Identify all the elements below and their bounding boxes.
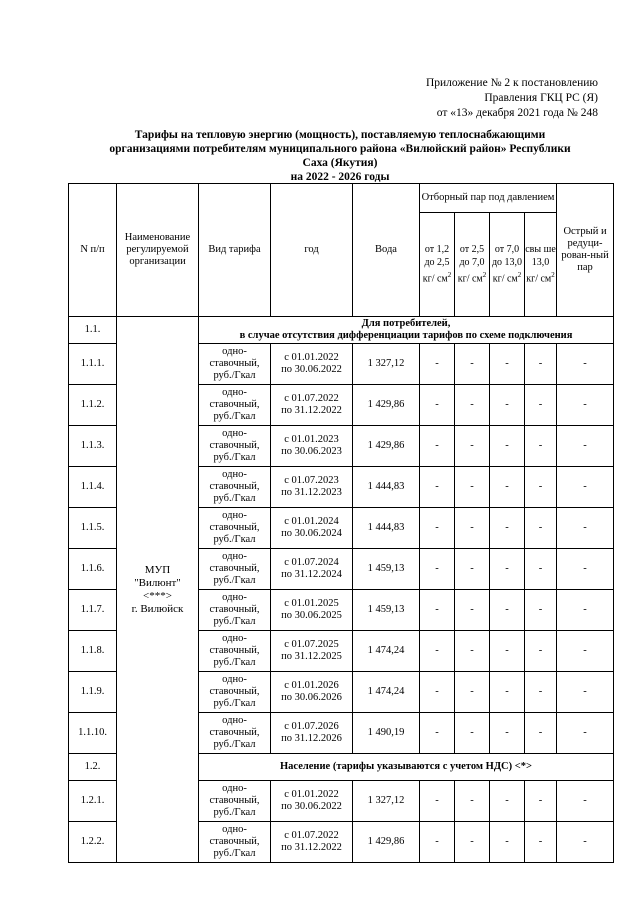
steam-tariff: -: [525, 344, 557, 385]
steam-tariff: -: [420, 631, 455, 672]
water-tariff: 1 327,12: [353, 344, 420, 385]
water-tariff: 1 444,83: [353, 508, 420, 549]
water-tariff: 1 429,86: [353, 385, 420, 426]
period: [271, 781, 353, 822]
period-to: по 31.12.2022: [281, 405, 342, 416]
steam-tariff: -: [420, 781, 455, 822]
header-steam-1-text: от 1,2 до 2,5 кг/ см: [422, 244, 450, 285]
sharp-steam-tariff: -: [557, 713, 614, 754]
section-title: [199, 754, 614, 781]
steam-tariff: -: [420, 508, 455, 549]
steam-tariff: -: [525, 781, 557, 822]
tariff-table: [68, 183, 614, 863]
water-tariff: 1 490,19: [353, 713, 420, 754]
period-to: по 31.12.2023: [281, 487, 342, 498]
header-steam-1: [420, 213, 455, 317]
period-from: с 01.01.2022: [284, 789, 339, 800]
steam-tariff: -: [490, 549, 525, 590]
appendix-line: Правления ГКЦ РС (Я): [484, 92, 598, 104]
steam-tariff: -: [420, 590, 455, 631]
steam-tariff: -: [490, 508, 525, 549]
steam-tariff: -: [490, 467, 525, 508]
period-to: по 31.12.2022: [281, 842, 342, 853]
sharp-steam-tariff: -: [557, 590, 614, 631]
header-steam-3: [490, 213, 525, 317]
header-steam-2: [455, 213, 490, 317]
tariff-type: одно-ставочный, руб./Гкал: [199, 822, 271, 863]
steam-tariff: -: [490, 822, 525, 863]
water-tariff: 1 327,12: [353, 781, 420, 822]
water-tariff: 1 459,13: [353, 549, 420, 590]
steam-tariff: -: [455, 426, 490, 467]
period: [271, 426, 353, 467]
period: [271, 385, 353, 426]
steam-tariff: -: [455, 385, 490, 426]
steam-tariff: -: [525, 385, 557, 426]
row-number: 1.1.9.: [69, 672, 117, 713]
steam-tariff: -: [490, 631, 525, 672]
period: [271, 672, 353, 713]
section-title-line: в случае отсутствия дифференциации тарифов по схеме подключения: [239, 330, 573, 341]
header-steam-2-text: от 2,5 до 7,0 кг/ см: [457, 244, 485, 285]
section-title-line: Население (тарифы указываются с учетом НДС) <*>: [280, 761, 532, 772]
tariff-type: одно-ставочный, руб./Гкал: [199, 590, 271, 631]
superscript: 2: [447, 271, 452, 280]
section-row: [69, 317, 614, 344]
sharp-steam-tariff: -: [557, 781, 614, 822]
sharp-steam-tariff: -: [557, 508, 614, 549]
steam-tariff: -: [455, 549, 490, 590]
row-number: 1.1.1.: [69, 344, 117, 385]
water-tariff: 1 429,86: [353, 426, 420, 467]
steam-tariff: -: [420, 822, 455, 863]
tariff-type: одно-ставочный, руб./Гкал: [199, 426, 271, 467]
period-from: с 01.07.2024: [284, 557, 339, 568]
title-line: организациями потребителям муниципального района «Вилюйский район» Республики: [109, 143, 571, 155]
steam-tariff: -: [490, 344, 525, 385]
title-line: Саха (Якутия): [302, 157, 378, 169]
period: [271, 713, 353, 754]
row-number: 1.1.3.: [69, 426, 117, 467]
steam-tariff: -: [420, 467, 455, 508]
organization-name-line: "Вилюнт": [134, 576, 181, 589]
tariff-type: одно-ставочный, руб./Гкал: [199, 549, 271, 590]
period: [271, 508, 353, 549]
header-organization: Наименование регулируемой организации: [117, 184, 199, 317]
period-to: по 30.06.2024: [281, 528, 342, 539]
header-n: N п/п: [69, 184, 117, 317]
row-number: 1.1.4.: [69, 467, 117, 508]
water-tariff: 1 444,83: [353, 467, 420, 508]
superscript: 2: [517, 271, 522, 280]
water-tariff: 1 459,13: [353, 590, 420, 631]
steam-tariff: -: [455, 713, 490, 754]
steam-tariff: -: [455, 822, 490, 863]
steam-tariff: -: [420, 385, 455, 426]
row-number: 1.1.7.: [69, 590, 117, 631]
document-title: [70, 128, 610, 184]
period: [271, 590, 353, 631]
period-to: по 30.06.2025: [281, 610, 342, 621]
period: [271, 822, 353, 863]
tariff-type: одно-ставочный, руб./Гкал: [199, 344, 271, 385]
row-number: 1.1.6.: [69, 549, 117, 590]
steam-tariff: -: [525, 467, 557, 508]
header-tariff-type: Вид тарифа: [199, 184, 271, 317]
steam-tariff: -: [490, 426, 525, 467]
organization-cell: [117, 317, 199, 863]
steam-tariff: -: [455, 467, 490, 508]
steam-tariff: -: [490, 713, 525, 754]
tariff-type: одно-ставочный, руб./Гкал: [199, 631, 271, 672]
tariff-type: одно-ставочный, руб./Гкал: [199, 713, 271, 754]
section-number: 1.1.: [69, 317, 117, 344]
section-title: [199, 317, 614, 344]
steam-tariff: -: [525, 549, 557, 590]
period-from: с 01.01.2024: [284, 516, 339, 527]
steam-tariff: -: [525, 713, 557, 754]
period: [271, 549, 353, 590]
header-steam-group: Отборный пар под давлением: [420, 184, 557, 213]
period-from: с 01.07.2026: [284, 721, 339, 732]
sharp-steam-tariff: -: [557, 426, 614, 467]
sharp-steam-tariff: -: [557, 822, 614, 863]
appendix-line: от «13» декабря 2021 года № 248: [436, 107, 598, 119]
steam-tariff: -: [420, 549, 455, 590]
steam-tariff: -: [455, 590, 490, 631]
tariff-type: одно-ставочный, руб./Гкал: [199, 467, 271, 508]
steam-tariff: -: [455, 344, 490, 385]
superscript: 2: [482, 271, 487, 280]
row-number: 1.1.5.: [69, 508, 117, 549]
steam-tariff: -: [455, 508, 490, 549]
appendix-line: Приложение № 2 к постановлению: [425, 77, 598, 89]
period: [271, 631, 353, 672]
period-from: с 01.07.2022: [284, 830, 339, 841]
row-number: 1.1.10.: [69, 713, 117, 754]
period-from: с 01.01.2025: [284, 598, 339, 609]
header-steam-3-text: от 7,0 до 13,0 кг/ см: [491, 244, 523, 285]
sharp-steam-tariff: -: [557, 549, 614, 590]
section-title-line: Для потребителей,: [361, 318, 451, 329]
section-number: 1.2.: [69, 754, 117, 781]
row-number: 1.2.2.: [69, 822, 117, 863]
period-to: по 31.12.2026: [281, 733, 342, 744]
header-sharp-steam: Острый и редуци-рован-ный пар: [557, 184, 614, 317]
tariff-type: одно-ставочный, руб./Гкал: [199, 781, 271, 822]
table-header-row: [69, 184, 614, 213]
period-to: по 30.06.2022: [281, 364, 342, 375]
period: [271, 344, 353, 385]
steam-tariff: -: [525, 590, 557, 631]
steam-tariff: -: [525, 672, 557, 713]
water-tariff: 1 474,24: [353, 631, 420, 672]
header-steam-4-text: свы ше 13,0 кг/ см: [525, 244, 556, 285]
sharp-steam-tariff: -: [557, 344, 614, 385]
period-to: по 30.06.2022: [281, 801, 342, 812]
period-from: с 01.01.2026: [284, 680, 339, 691]
period-to: по 30.06.2023: [281, 446, 342, 457]
appendix-note: [426, 76, 598, 121]
sharp-steam-tariff: -: [557, 385, 614, 426]
period-from: с 01.01.2022: [284, 352, 339, 363]
water-tariff: 1 474,24: [353, 672, 420, 713]
period-to: по 31.12.2024: [281, 569, 342, 580]
header-water: Вода: [353, 184, 420, 317]
steam-tariff: -: [490, 385, 525, 426]
tariff-type: одно-ставочный, руб./Гкал: [199, 508, 271, 549]
steam-tariff: -: [490, 672, 525, 713]
water-tariff: 1 429,86: [353, 822, 420, 863]
row-number: 1.1.2.: [69, 385, 117, 426]
steam-tariff: -: [525, 822, 557, 863]
steam-tariff: -: [490, 590, 525, 631]
header-year: год: [271, 184, 353, 317]
period-from: с 01.07.2023: [284, 475, 339, 486]
period-to: по 30.06.2026: [281, 692, 342, 703]
sharp-steam-tariff: -: [557, 467, 614, 508]
steam-tariff: -: [420, 426, 455, 467]
steam-tariff: -: [525, 426, 557, 467]
header-steam-4: [525, 213, 557, 317]
sharp-steam-tariff: -: [557, 672, 614, 713]
steam-tariff: -: [525, 508, 557, 549]
tariff-type: одно-ставочный, руб./Гкал: [199, 385, 271, 426]
superscript: 2: [551, 271, 555, 280]
period-to: по 31.12.2025: [281, 651, 342, 662]
organization-name-line: <***>: [143, 589, 172, 602]
steam-tariff: -: [455, 631, 490, 672]
steam-tariff: -: [420, 713, 455, 754]
sharp-steam-tariff: -: [557, 631, 614, 672]
organization-name-line: г. Вилюйск: [131, 602, 184, 615]
steam-tariff: -: [420, 672, 455, 713]
steam-tariff: -: [525, 631, 557, 672]
period: [271, 467, 353, 508]
steam-tariff: -: [490, 781, 525, 822]
row-number: 1.1.8.: [69, 631, 117, 672]
organization-name-line: МУП: [144, 563, 171, 576]
row-number: 1.2.1.: [69, 781, 117, 822]
title-line: на 2022 - 2026 годы: [290, 171, 390, 183]
steam-tariff: -: [420, 344, 455, 385]
period-from: с 01.07.2022: [284, 393, 339, 404]
steam-tariff: -: [455, 781, 490, 822]
period-from: с 01.07.2025: [284, 639, 339, 650]
period-from: с 01.01.2023: [284, 434, 339, 445]
steam-tariff: -: [455, 672, 490, 713]
tariff-type: одно-ставочный, руб./Гкал: [199, 672, 271, 713]
title-line: Тарифы на тепловую энергию (мощность), поставляемую теплоснабжающими: [134, 129, 546, 141]
